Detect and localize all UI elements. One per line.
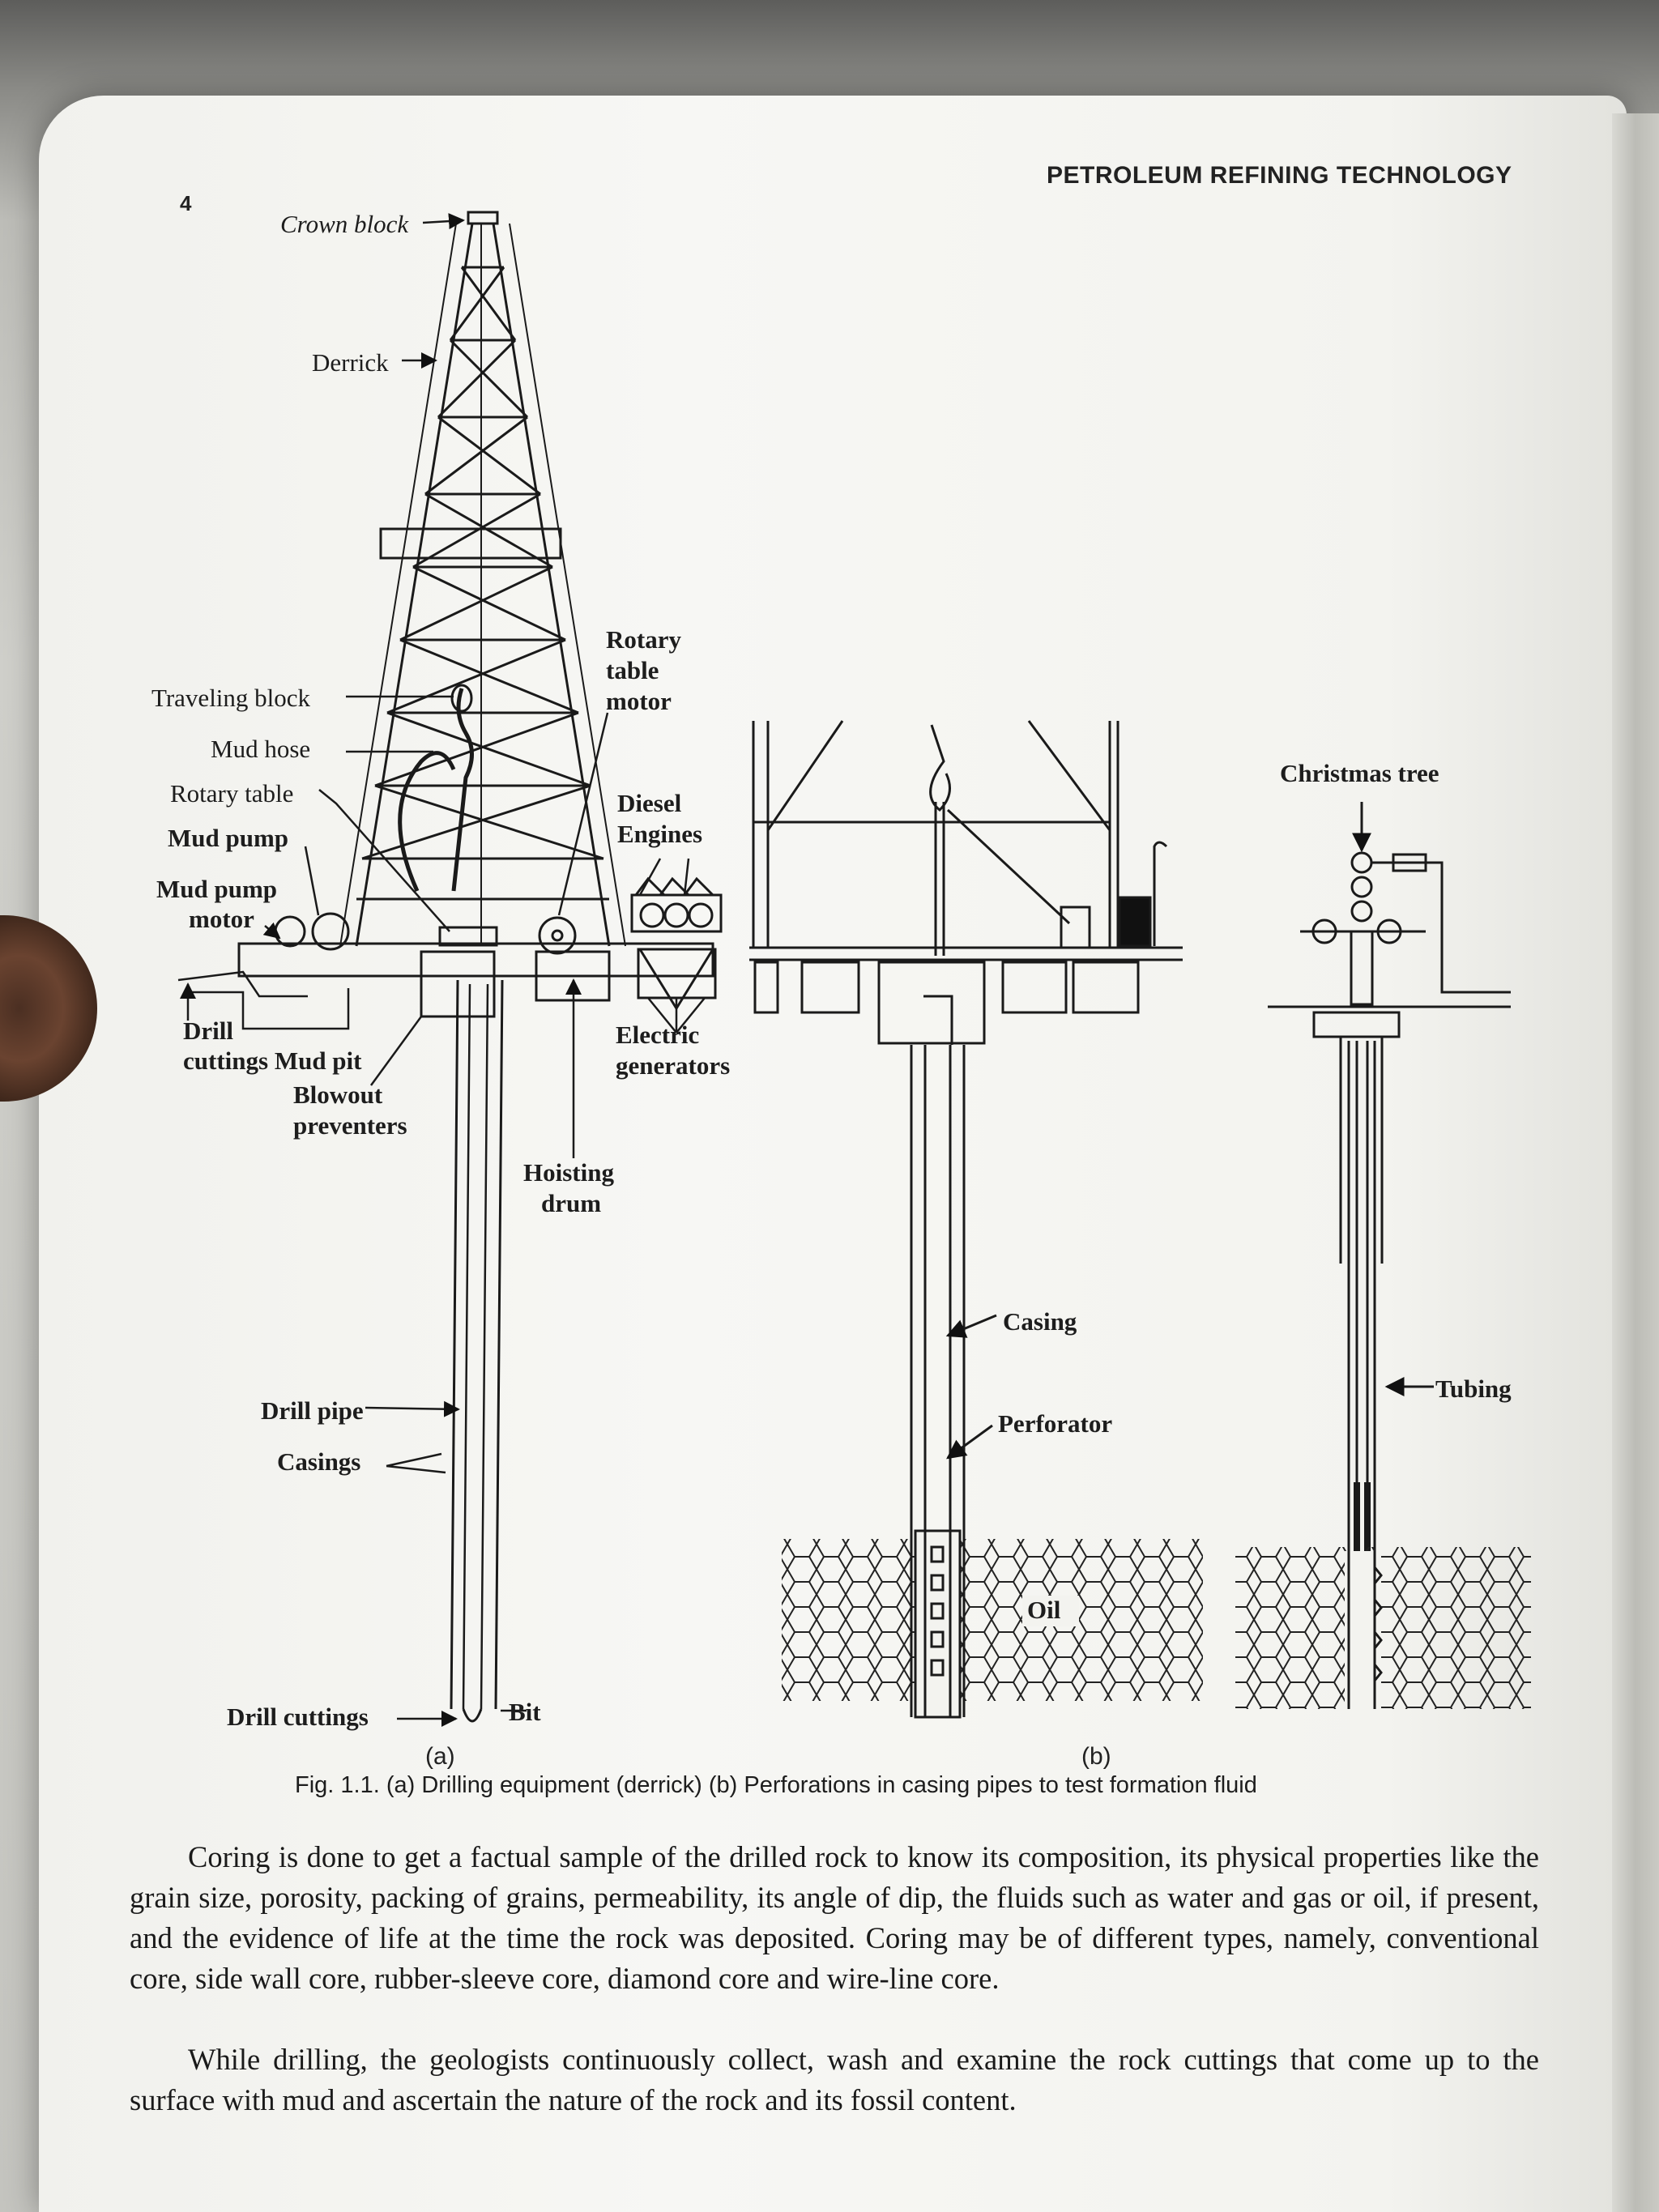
label-mud-hose: Mud hose	[211, 735, 311, 763]
label-rotary-motor-2: table	[606, 656, 659, 684]
figure-caption: Fig. 1.1. (a) Drilling equipment (derrick) (b) Perforations in casing pipes to test formation fluid	[295, 1772, 1257, 1798]
label-electric-1: Electric	[616, 1021, 700, 1049]
body-paragraph-2: While drilling, the geologists continuously collect, wash and examine the rock cuttings that come up to the surface with mud and ascertain the nature of the rock and its fossil content.	[130, 2043, 1539, 2116]
page-number: 4	[180, 191, 192, 215]
christmas-tree-drawing	[1235, 802, 1531, 1713]
label-rotary-motor-3: motor	[606, 687, 672, 715]
body-paragraph-1: Coring is done to get a factual sample of the drilled rock to know its composition, its physical properties like the grain size, porosity, packing of grains, permeability, its angle of dip, the fluids such as water and gas or oil, if present, and the evidence of life at the time the rock was deposited. Coring may be of different types, namely, conventional core, side wall core, rubber-sleeve core, diamond core and wire-line core.	[130, 1840, 1539, 1995]
tubing-formation	[1235, 1547, 1531, 1709]
label-electric-2: generators	[616, 1051, 731, 1080]
label-christmas-tree: Christmas tree	[1280, 759, 1439, 787]
crown-block	[468, 212, 497, 224]
label-derrick: Derrick	[312, 348, 389, 377]
label-traveling-block: Traveling block	[151, 684, 311, 712]
oil-formation	[782, 1539, 1203, 1701]
label-drill-cuttings: Drill cuttings	[227, 1703, 369, 1731]
label-blowout-2: preventers	[293, 1111, 407, 1140]
derrick-drawing	[178, 212, 721, 1721]
labels-panel-b	[998, 759, 1512, 1624]
label-casings: Casings	[277, 1447, 361, 1476]
label-hoisting-1: Hoisting	[523, 1158, 614, 1187]
label-rotary-motor-1: Rotary	[606, 625, 681, 654]
label-cuttings-mud-pit: cuttings Mud pit	[183, 1046, 362, 1075]
sublabel-a: (a)	[425, 1743, 455, 1770]
label-mud-pump-motor-1: Mud pump	[156, 875, 278, 903]
label-diesel-1: Diesel	[617, 789, 682, 817]
label-bit: Bit	[509, 1698, 541, 1726]
casing-pointer	[948, 1315, 996, 1336]
label-rotary-table: Rotary table	[170, 779, 294, 808]
sublabel-b: (b)	[1081, 1743, 1111, 1770]
label-perforator: Perforator	[998, 1409, 1113, 1438]
label-mud-pump: Mud pump	[168, 824, 289, 852]
label-drill: Drill	[183, 1016, 233, 1045]
label-drill-pipe: Drill pipe	[261, 1396, 364, 1425]
label-casing: Casing	[1003, 1307, 1077, 1336]
label-blowout-1: Blowout	[293, 1080, 383, 1109]
label-diesel-2: Engines	[617, 820, 703, 848]
label-hoisting-2: drum	[541, 1189, 602, 1217]
label-oil: Oil	[1027, 1596, 1061, 1624]
label-tubing: Tubing	[1435, 1375, 1512, 1403]
label-crown-block: Crown block	[280, 210, 409, 238]
running-header: PETROLEUM REFINING TECHNOLOGY	[1047, 162, 1512, 189]
leader-lines	[188, 220, 705, 1719]
label-mud-pump-motor-2: motor	[189, 905, 254, 933]
perforation-drawing	[749, 721, 1203, 1717]
